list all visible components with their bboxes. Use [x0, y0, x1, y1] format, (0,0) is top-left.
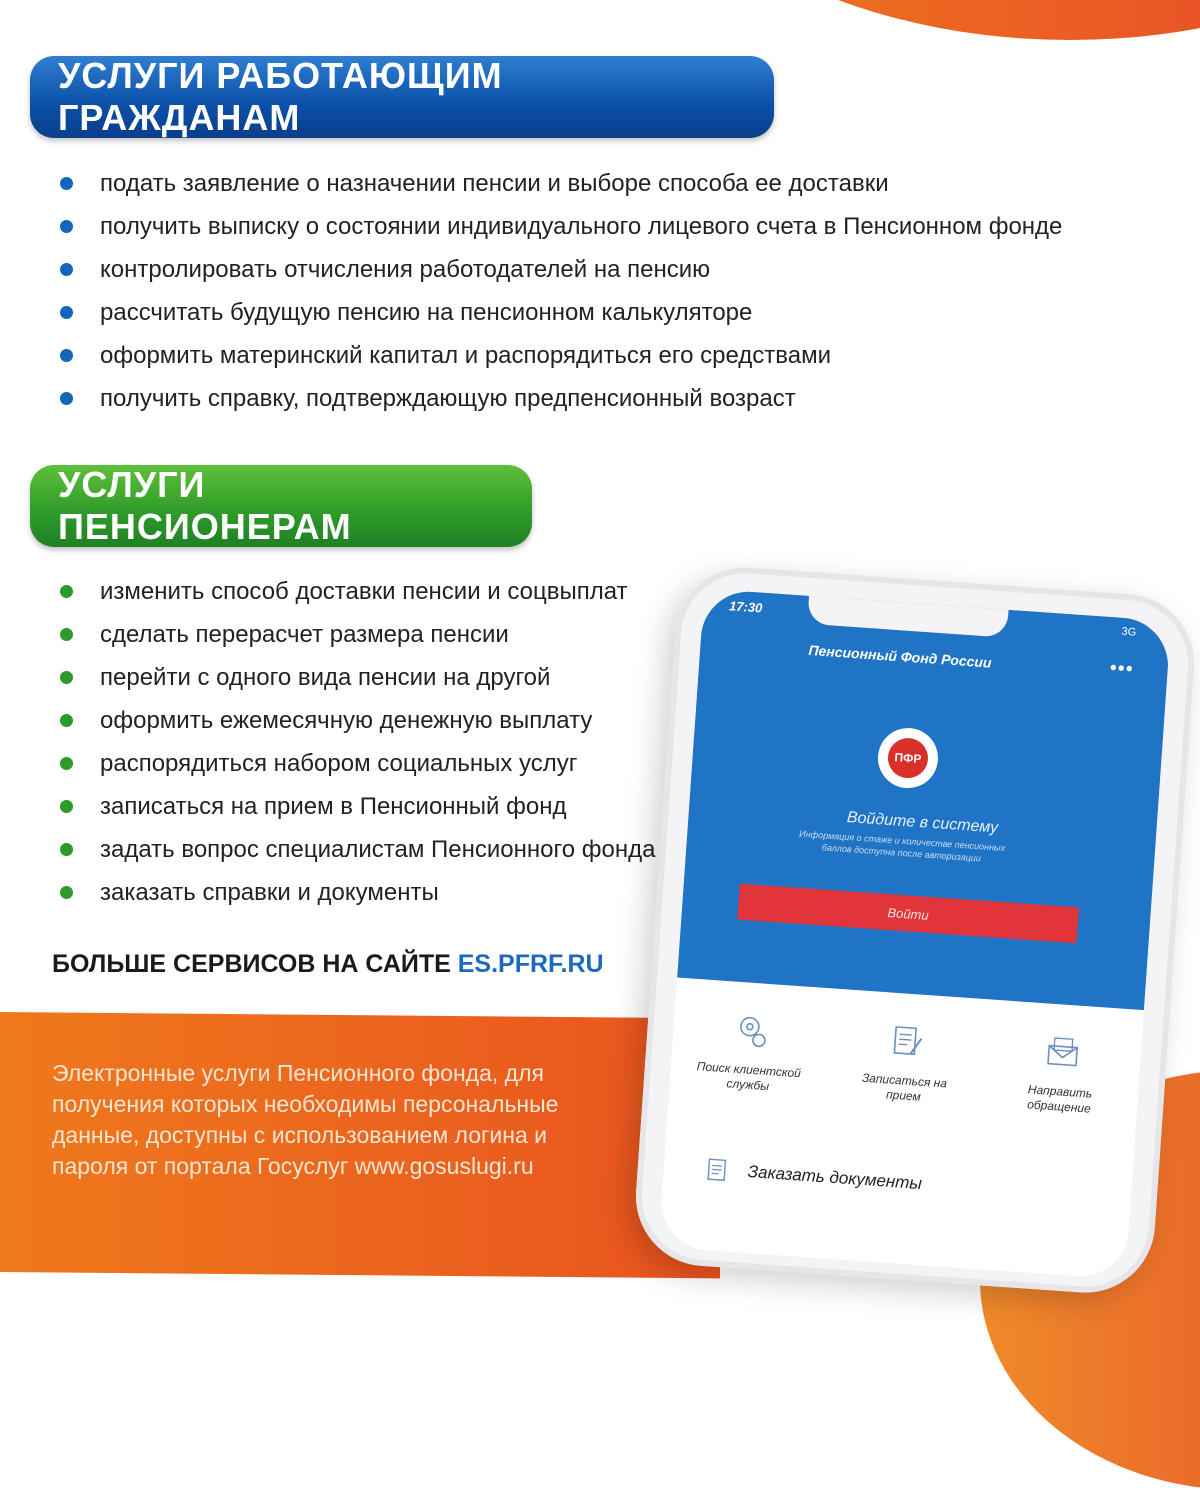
service-find-office[interactable]: [687, 1009, 812, 1097]
list-item-text: подать заявление о назначении пенсии и выборе способа ее доставки: [100, 170, 889, 198]
list-item-text: оформить ежемесячную денежную выплату: [100, 707, 592, 735]
list-item: [60, 656, 655, 699]
bullet-icon: [60, 349, 73, 362]
list-item: [60, 699, 655, 742]
service-label: Поиск клиентской службы: [687, 1059, 809, 1097]
top-orange-swoosh: [620, 0, 1200, 40]
list-item: [60, 871, 655, 914]
bullet-icon: [60, 886, 73, 899]
list-item: [60, 248, 1062, 291]
order-documents-item[interactable]: [707, 1158, 923, 1195]
list-item: [60, 377, 1062, 420]
phone-notch: [807, 596, 1008, 638]
gosuslugi-note: Электронные услуги Пенсионного фонда, для получения которых необходимы персональные данные, доступны с использованием логина и пароля от портала Госуслуг www.gosuslugi.ru: [52, 1058, 572, 1182]
list-item: [60, 205, 1062, 248]
bullet-icon: [60, 671, 73, 684]
list-item-text: распорядиться набором социальных услуг: [100, 750, 578, 778]
app-title: Пенсионный Фонд России: [760, 639, 1040, 674]
list-item-text: контролировать отчисления работодателей на пенсию: [100, 256, 710, 284]
location-icon: [732, 1012, 770, 1050]
list-item-text: записаться на прием в Пенсионный фонд: [100, 793, 566, 821]
list-item: [60, 828, 655, 871]
bullet-icon: [60, 757, 73, 770]
list-item: [60, 334, 1062, 377]
pfr-logo: [876, 726, 940, 790]
list-item-text: получить справку, подтверждающую предпенсионный возраст: [100, 385, 796, 413]
list-item-text: рассчитать будущую пенсию на пенсионном калькуляторе: [100, 299, 752, 327]
phone-mockup: [635, 570, 1195, 1230]
bullet-icon: [60, 800, 73, 813]
more-menu-icon[interactable]: •••: [1109, 657, 1135, 682]
service-label: Направить обращение: [999, 1080, 1121, 1118]
workers-title-text: УСЛУГИ РАБОТАЮЩИМ ГРАЖДАНАМ: [58, 55, 746, 139]
phone-screen: [658, 588, 1171, 1279]
bullet-icon: [60, 220, 73, 233]
pfr-logo-mark: ПФР: [887, 737, 930, 780]
list-item: [60, 613, 655, 656]
status-time: 17:30: [729, 598, 763, 615]
document-icon: [707, 1158, 726, 1181]
pensioners-section-title: [30, 465, 532, 547]
bullet-icon: [60, 392, 73, 405]
list-item: [60, 785, 655, 828]
list-item: [60, 570, 655, 613]
list-item-text: изменить способ доставки пенсии и соцвыплат: [100, 578, 628, 606]
status-network: 3G: [1121, 626, 1136, 639]
list-item: [60, 162, 1062, 205]
login-title: Войдите в систему: [688, 798, 1156, 849]
bullet-icon: [60, 177, 73, 190]
app-header-area: [677, 588, 1171, 1010]
login-button[interactable]: Войти: [737, 884, 1079, 944]
list-item: [60, 291, 1062, 334]
list-item-text: оформить материнский капитал и распорядиться его средствами: [100, 342, 831, 370]
pensioners-title-text: УСЛУГИ ПЕНСИОНЕРАМ: [58, 464, 504, 548]
more-services-line: [52, 950, 604, 979]
bullet-icon: [60, 306, 73, 319]
phone-body: [631, 563, 1199, 1298]
list-item-text: заказать справки и документы: [100, 879, 439, 907]
envelope-icon: [1044, 1033, 1082, 1071]
list-item-text: сделать перерасчет размера пенсии: [100, 621, 509, 649]
form-icon: [888, 1023, 926, 1061]
list-item-text: задать вопрос специалистам Пенсионного фонда: [100, 836, 655, 864]
bullet-icon: [60, 843, 73, 856]
service-send-request[interactable]: [999, 1030, 1124, 1118]
bullet-icon: [60, 263, 73, 276]
service-label: Записаться на прием: [843, 1069, 965, 1107]
list-item-text: получить выписку о состоянии индивидуального лицевого счета в Пенсионном фонде: [100, 213, 1062, 241]
service-appointment[interactable]: [843, 1020, 968, 1108]
bullet-icon: [60, 585, 73, 598]
pensioners-services-list: [60, 570, 655, 914]
login-subtitle: Информация о стаже и количестве пенсионных баллов доступна после авторизации: [786, 827, 1017, 867]
list-item: [60, 742, 655, 785]
more-services-prefix: БОЛЬШЕ СЕРВИСОВ НА САЙТЕ: [52, 950, 458, 978]
workers-services-list: [60, 162, 1062, 420]
bullet-icon: [60, 714, 73, 727]
website-link[interactable]: ES.PFRF.RU: [458, 950, 604, 978]
bullet-icon: [60, 628, 73, 641]
list-item-text: перейти с одного вида пенсии на другой: [100, 664, 550, 692]
services-row: [669, 1007, 1141, 1119]
order-documents-label: Заказать документы: [747, 1162, 922, 1194]
workers-section-title: [30, 56, 774, 138]
